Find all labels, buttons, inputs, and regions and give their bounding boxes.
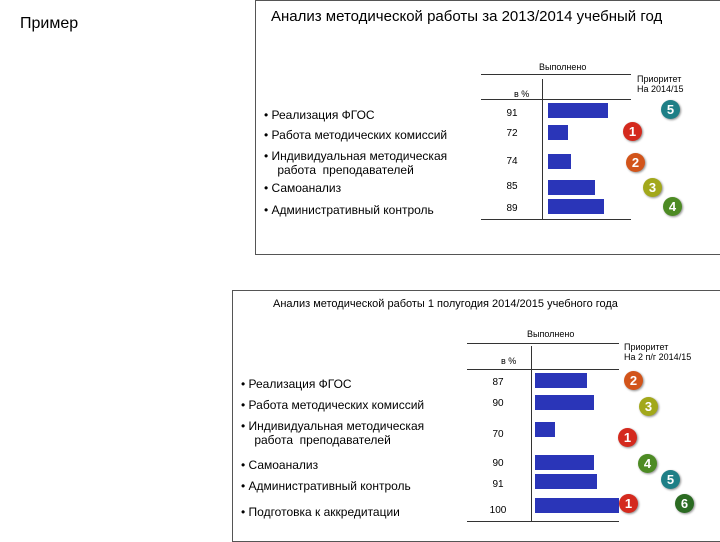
- percent-value: 89: [506, 203, 518, 214]
- priority-badge: 6: [675, 494, 694, 513]
- agenda-item: • Подготовка к аккредитации: [241, 505, 400, 519]
- priority-badge: 3: [643, 178, 662, 197]
- agenda-item: • Работа методических комиссий: [241, 398, 425, 412]
- priority-badge: 2: [624, 371, 643, 390]
- done-label: Выполнено: [527, 329, 575, 339]
- percent-bar: [548, 154, 571, 169]
- agenda-item: • Административный контроль: [264, 203, 434, 217]
- done-label: Выполнено: [539, 62, 587, 72]
- unit-label: в %: [501, 356, 517, 366]
- percent-value: 70: [492, 429, 504, 440]
- percent-value: 91: [506, 108, 518, 119]
- agenda-item: • Реализация ФГОС: [264, 108, 375, 122]
- percent-value: 74: [506, 156, 518, 167]
- table-rule: [467, 343, 619, 344]
- analysis-panel-2014-2015: [232, 290, 720, 542]
- percent-value: 100: [489, 505, 507, 516]
- table-rule: [481, 219, 631, 220]
- percent-bar: [548, 180, 595, 195]
- percent-bar: [535, 455, 594, 470]
- percent-value: 87: [492, 377, 504, 388]
- priority-badge: 1: [619, 494, 638, 513]
- table-divider: [542, 79, 543, 219]
- agenda-item: • Самоанализ: [241, 458, 319, 472]
- percent-bar: [548, 103, 608, 118]
- unit-label: в %: [514, 89, 530, 99]
- agenda-item: • Реализация ФГОС: [241, 377, 352, 391]
- priority-label: Приоритет На 2 п/г 2014/15: [624, 342, 692, 362]
- agenda-item: • Индивидуальная методическая работа преподавателей: [264, 149, 448, 177]
- page-label: Пример: [20, 15, 79, 32]
- priority-label: Приоритет На 2014/15: [637, 74, 684, 94]
- priority-badge: 5: [661, 470, 680, 489]
- panel-title: Анализ методической работы 1 полугодия 2014/2015 учебного года: [273, 298, 618, 310]
- table-rule: [481, 74, 631, 75]
- analysis-panel-2013-2014: [255, 0, 720, 255]
- percent-bar: [535, 395, 594, 410]
- panel-title: Анализ методической работы за 2013/2014 учебный год: [271, 8, 663, 25]
- percent-value: 72: [506, 128, 518, 139]
- priority-badge: 4: [638, 454, 657, 473]
- percent-bar: [535, 474, 597, 489]
- table-divider: [531, 346, 532, 521]
- priority-badge: 2: [626, 153, 645, 172]
- percent-value: 90: [492, 458, 504, 469]
- table-rule: [467, 369, 619, 370]
- priority-badge: 3: [639, 397, 658, 416]
- agenda-item: • Индивидуальная методическая работа преподавателей: [241, 419, 425, 447]
- table-rule: [467, 521, 619, 522]
- percent-bar: [535, 498, 619, 513]
- percent-value: 90: [492, 398, 504, 409]
- priority-badge: 4: [663, 197, 682, 216]
- percent-bar: [548, 199, 604, 214]
- agenda-item: • Административный контроль: [241, 479, 411, 493]
- table-rule: [481, 99, 631, 100]
- agenda-item: • Работа методических комиссий: [264, 128, 448, 142]
- priority-badge: 1: [623, 122, 642, 141]
- percent-value: 85: [506, 181, 518, 192]
- priority-badge: 1: [618, 428, 637, 447]
- percent-value: 91: [492, 479, 504, 490]
- percent-bar: [535, 373, 587, 388]
- agenda-item: • Самоанализ: [264, 181, 342, 195]
- percent-bar: [535, 422, 555, 437]
- priority-badge: 5: [661, 100, 680, 119]
- percent-bar: [548, 125, 568, 140]
